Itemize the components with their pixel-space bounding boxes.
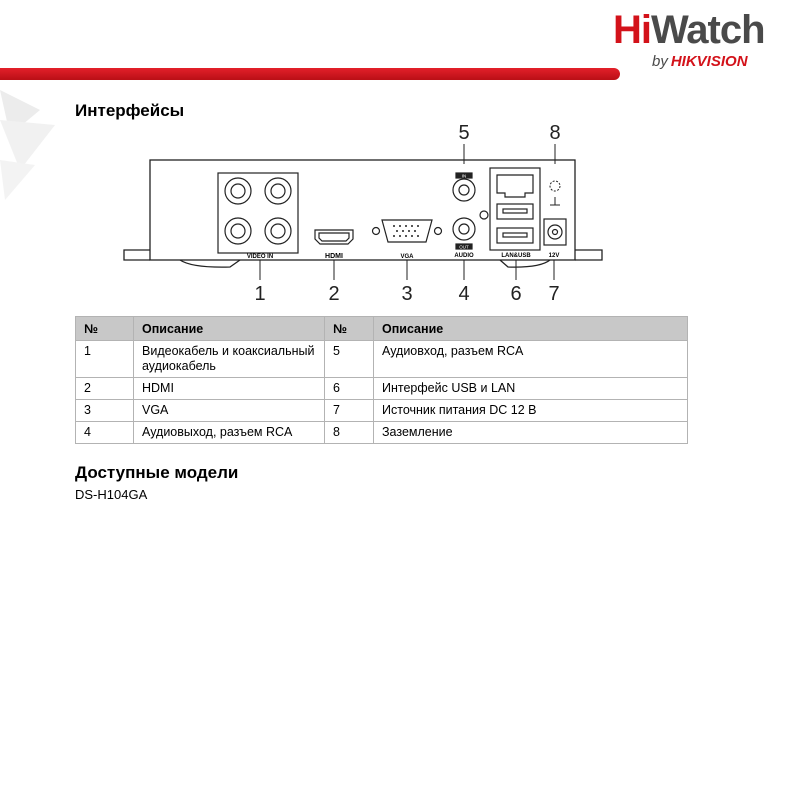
hiwatch-logo: HiWatch <box>613 8 765 52</box>
table-cell: 1 <box>76 341 134 378</box>
table-row <box>76 422 688 444</box>
table-cell: Заземление <box>374 422 688 444</box>
audio-out-label: OUT <box>459 244 469 250</box>
callout-number: 5 <box>458 122 470 144</box>
interfaces-heading: Интерфейсы <box>75 101 185 120</box>
table-cell: 2 <box>76 378 134 400</box>
col-header-number: № <box>76 317 134 341</box>
grounding-screw <box>550 181 560 205</box>
callout-number: 6 <box>510 283 522 305</box>
hdmi-port <box>315 230 353 244</box>
dc-power-jack <box>544 219 566 245</box>
lan-usb-label: LAN&USB <box>501 253 531 259</box>
video-in-bnc-ports <box>218 173 298 253</box>
callout-number: 2 <box>328 283 340 305</box>
table-cell: HDMI <box>134 378 325 400</box>
vga-label: VGA <box>400 254 414 260</box>
table-cell: VGA <box>134 400 325 422</box>
col-header-description: Описание <box>134 317 325 341</box>
table-cell: 8 <box>325 422 374 444</box>
callout-number: 3 <box>401 283 413 305</box>
table-cell: Аудиовход, разъем RCA <box>374 341 688 378</box>
table-cell: Источник питания DC 12 В <box>374 400 688 422</box>
table-cell: Аудиовыход, разъем RCA <box>134 422 325 444</box>
callout-number: 4 <box>458 283 470 305</box>
audio-in-label: IN <box>461 173 467 179</box>
callout-number: 1 <box>254 283 266 305</box>
audio-rca-ports <box>453 173 488 249</box>
table-header-row <box>76 317 688 341</box>
callout-number: 8 <box>549 122 561 144</box>
hikvision-logo: by HIKVISION <box>652 53 748 70</box>
interfaces-table <box>75 316 688 444</box>
table-cell: 5 <box>325 341 374 378</box>
table-cell: 6 <box>325 378 374 400</box>
chassis <box>124 160 602 267</box>
background-decoration <box>0 90 70 200</box>
audio-label: AUDIO <box>454 253 474 259</box>
header-red-bar <box>0 68 620 80</box>
models-heading: Доступные модели <box>75 463 239 482</box>
vga-port <box>373 220 442 242</box>
table-cell: Видеокабель и коаксиальный аудиокабель <box>134 341 325 378</box>
table-cell: 7 <box>325 400 374 422</box>
lan-usb-ports <box>490 168 540 250</box>
table-cell: 4 <box>76 422 134 444</box>
model-name: DS-H104GA <box>75 487 148 502</box>
table-cell: Интерфейс USB и LAN <box>374 378 688 400</box>
device-rear-panel-diagram <box>120 118 620 308</box>
callout-number: 7 <box>548 283 560 305</box>
col-header-description: Описание <box>374 317 688 341</box>
power-label: 12V <box>548 253 560 259</box>
video-in-label: VIDEO IN <box>246 254 274 260</box>
hdmi-label: HDMI <box>325 253 343 260</box>
table-cell: 3 <box>76 400 134 422</box>
table-row <box>76 400 688 422</box>
col-header-number: № <box>325 317 374 341</box>
table-row <box>76 341 688 378</box>
table-row <box>76 378 688 400</box>
